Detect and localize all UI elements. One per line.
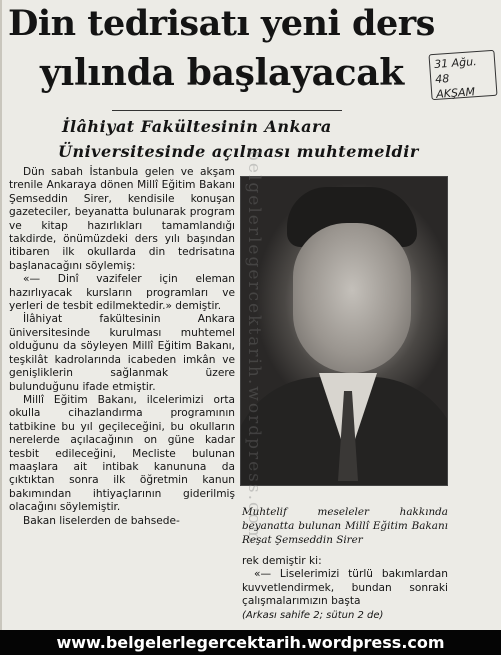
photo-caption: Muhtelif meseleler hakkında beyanatta bulunan Millî Eğitim Bakanı Reşat Şemseddin Sirer: [242, 506, 448, 546]
subheadline-line-1: İlâhiyat Fakültesinin Ankara: [62, 117, 332, 136]
continuation-note: (Arkası sahife 2; sütun 2 de): [242, 609, 384, 621]
continuation-lead: rek demiştir ki:: [242, 555, 322, 567]
handwritten-date-note: 31 Ağu. 48 AKŞAM: [428, 50, 497, 100]
article-paragraph: İlâhiyat fakültesinin Ankara üniversitesinde kurulması muhtemel olduğunu da söyleyen Millî Eğitim Bakanı, teşkilât kadrolarında icabeden imkân ve genişliklerin sağlanmak üzere bulunduğunu ifade etmiştir.: [9, 313, 235, 393]
article-paragraph: Bakan liselerden de bahsede-: [23, 514, 180, 527]
article-paragraph: «— Dinî vazifeler için eleman hazırlıyacak kursların programları ve yerleri de tesbit edilmektedir.» demiştir.: [9, 273, 235, 313]
subheadline-line-2: Üniversitesinde açılması muhtemeldir: [58, 142, 419, 161]
article-paragraph: Dün sabah İstanbula gelen ve akşam trenile Ankaraya dönen Millî Eğitim Bakanı Şemseddin Sirer, kendisile konuşan gazeteciler, beyanatta bulunarak program ve kitap hazırlıkları tamamlandığı takdirde, önümüzdeki ders yılı başından itibaren ilk okullarda din tedrisatına başlanacağını söylemiş:: [9, 166, 235, 272]
headline-line-1: Din tedrisatı yeni ders: [8, 3, 435, 44]
site-watermark: belgelerlegercektarih.wordpress.com: [244, 150, 264, 544]
headline-line-2: yılında başlayacak: [40, 52, 404, 94]
minister-portrait-photo: [240, 176, 448, 486]
article-left-column: [9, 166, 235, 528]
continuation-paragraph: «— Liselerimizi türlü bakımlardan kuvvetlendirmek, bundan sonraki çalışmalarımızın başta: [242, 568, 448, 608]
article-paragraph: Millî Eğitim Bakanı, ilcelerimizi orta okulla cihazlandırma programının tatbikine bu yıl geçileceğini, bu okulların nerelerde açılacağının on güne kadar tesbit edileceğini, Mecliste bulunan maaşlara ait intibak kanununa da çıktıktan sonra ilk öğretmin kanun bakımından ihtiyaçlarının giderilmiş olacağını söylemiştir.: [9, 393, 235, 514]
article-right-column: [242, 555, 448, 622]
footer-url-bar: www.belgelerlegercektarih.wordpress.com: [0, 630, 501, 655]
headline-rule: [112, 110, 342, 111]
